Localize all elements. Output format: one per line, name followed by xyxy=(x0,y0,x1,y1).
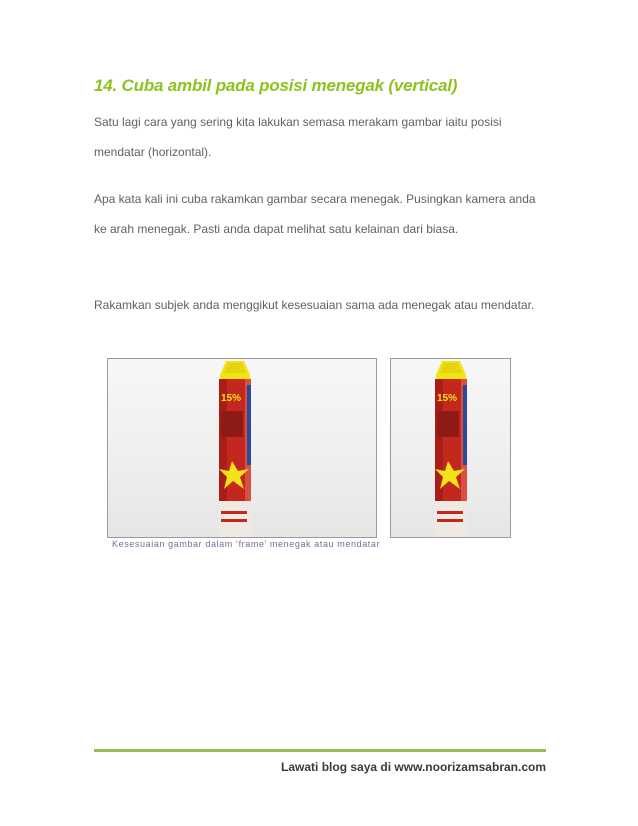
paragraph-1: Satu lagi cara yang sering kita lakukan semasa merakam gambar iaitu posisi mendatar (horizontal). xyxy=(94,115,502,159)
footer-text: Lawati blog saya di www.noorizamsabran.com xyxy=(281,760,546,774)
paragraph-2: Apa kata kali ini cuba rakamkan gambar secara menegak. Pusingkan kamera anda ke arah menegak. Pasti anda dapat melihat satu kelainan dari biasa. xyxy=(94,192,536,236)
horizontal-frame-photo xyxy=(107,358,377,538)
footer-divider xyxy=(94,749,546,752)
can-label-text: 15% xyxy=(437,393,458,404)
can-label-text: 15% xyxy=(221,393,242,404)
vertical-frame-photo xyxy=(390,358,511,538)
spray-can-image xyxy=(432,361,470,537)
paragraph-3: Rakamkan subjek anda menggikut kesesuaian sama ada menegak atau mendatar. xyxy=(94,298,535,312)
section-heading: 14. Cuba ambil pada posisi menegak (vertical) xyxy=(94,76,458,95)
spray-can-image xyxy=(216,361,254,537)
figure-caption: Kesesuaian gambar dalam ‘frame’ menegak atau mendatar xyxy=(112,539,381,549)
